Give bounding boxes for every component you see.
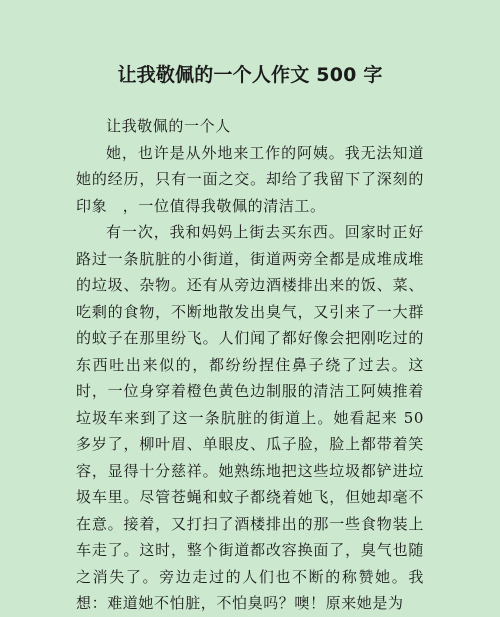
article-title: 让我敬佩的一个人作文 500 字 [117, 64, 383, 86]
article-body [76, 113, 424, 617]
article-paragraph: 有一次，我和妈妈上街去买东西。回家时正好路过一条肮脏的小街道，街道两旁全都是成堆成堆的垃圾、杂物。还有从旁边酒楼排出来的饭、菜、吃剩的食物，不断地散发出臭气，又引来了一大群的蚊子在那里纷飞。人们闻了都好像会把刚吃过的东西吐出来似的，都纷纷捏住鼻子绕了过去。这时，一位身穿着橙色黄色边制服的清洁工阿姨推着垃圾车来到了这一条肮脏的街道上。她看起来 50 多岁了，柳叶眉、单眼皮、瓜子脸，脸上都带着笑容，显得十分慈祥。她熟练地把这些垃圾都铲进垃圾车里。尽管苍蝇和蚊子都绕着她飞，但她却毫不在意。接着，又打扫了酒楼排出的那一些食物装上车走了。这时，整个街道都改容换面了，臭气也随之消失了。旁边走过的人们也不断的称赞她。我想：难道她不怕脏，不怕臭吗？噢！原来她是为 [76, 223, 424, 612]
article-subtitle-paragraph: 让我敬佩的一个人 [106, 117, 231, 135]
article-paragraph: 她，也许是从外地来工作的阿姨。我无法知道她的经历，只有一面之交。却给了我留下了深刻的印象 ，一位值得我敬佩的清洁工。 [76, 143, 424, 215]
